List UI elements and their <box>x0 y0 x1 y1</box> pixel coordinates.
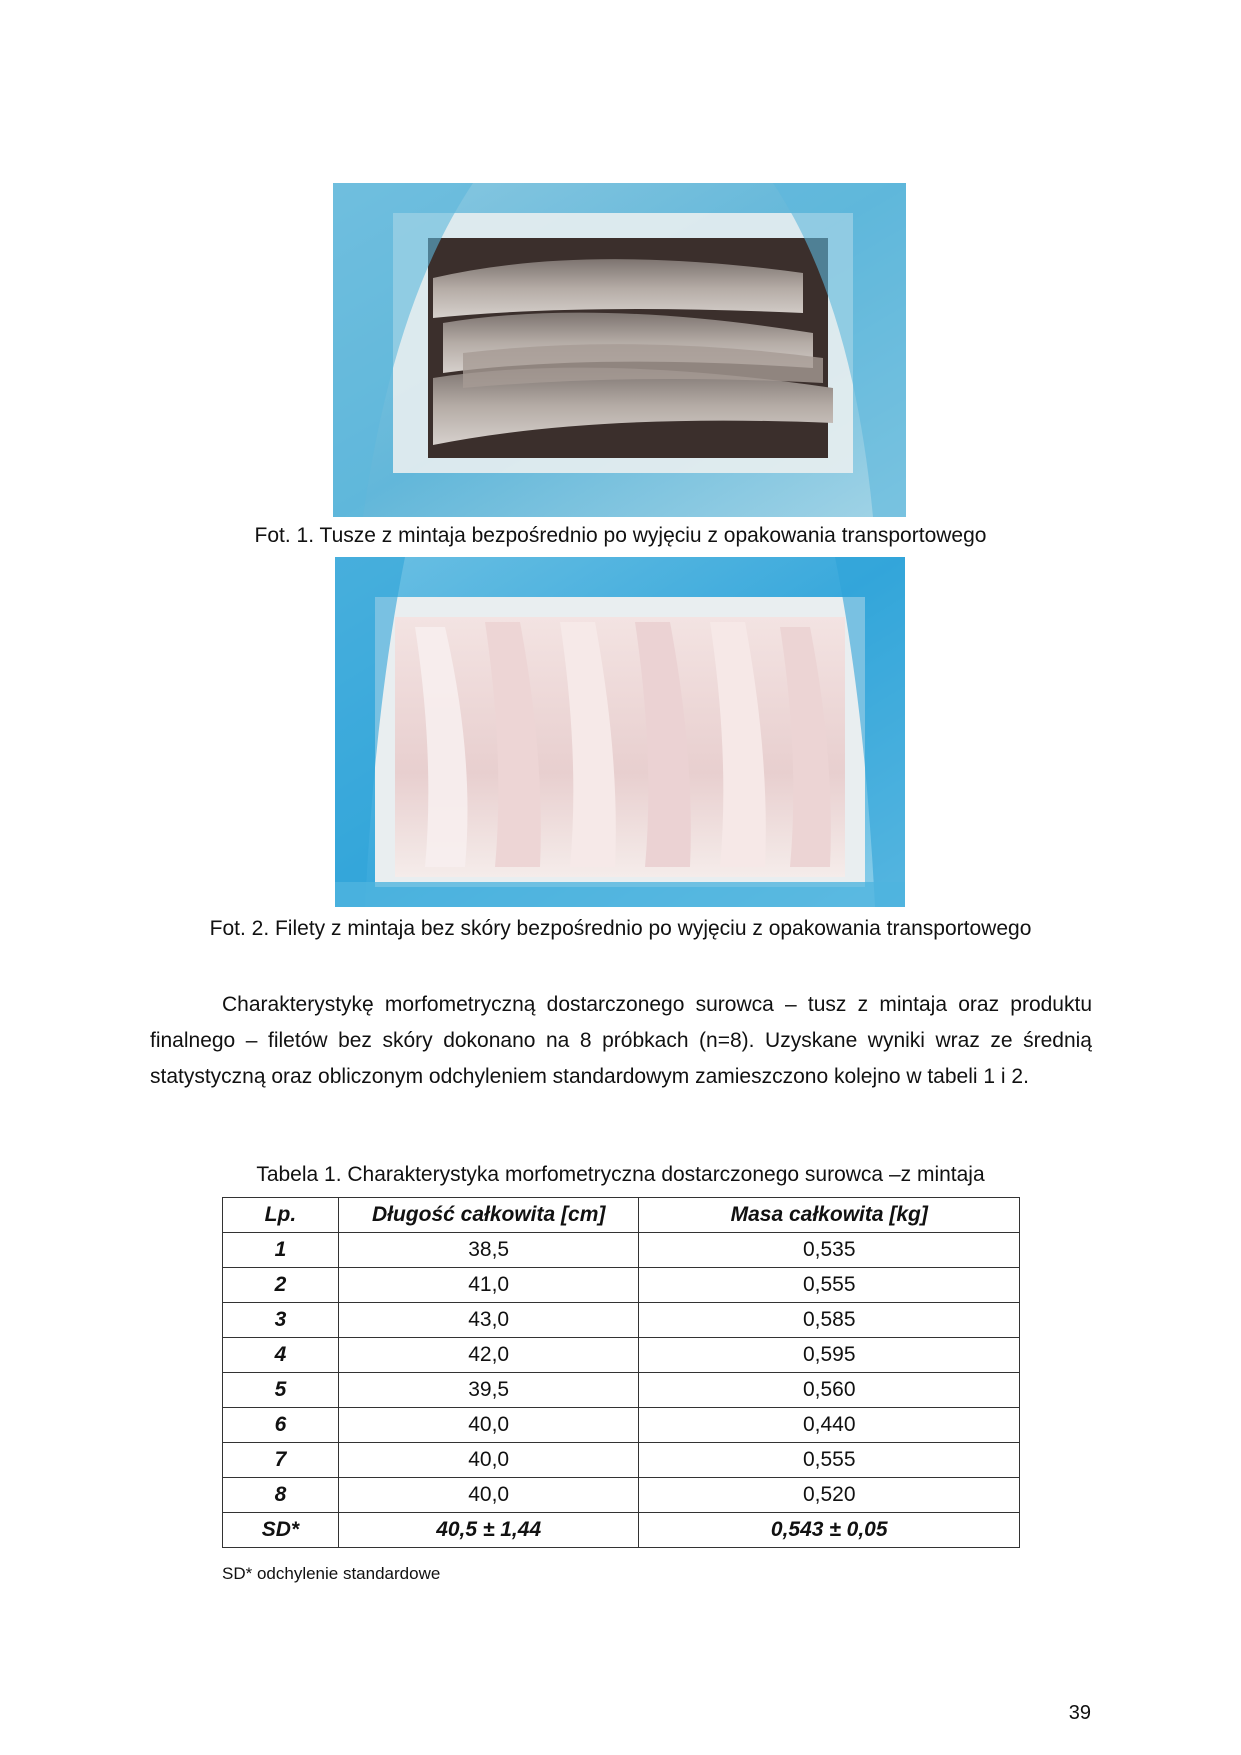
table-summary-row <box>223 1513 1020 1548</box>
cell-mass: 0,585 <box>639 1303 1020 1338</box>
cell-sd-length: 40,5 ± 1,44 <box>338 1513 639 1548</box>
photo-pollock-fillets <box>335 557 905 907</box>
table-row <box>223 1268 1020 1303</box>
cell-sd-label: SD* <box>223 1513 339 1548</box>
cell-mass: 0,595 <box>639 1338 1020 1373</box>
header-lp: Lp. <box>223 1198 339 1233</box>
cell-lp: 4 <box>223 1338 339 1373</box>
cell-length: 42,0 <box>338 1338 639 1373</box>
table-header-row <box>223 1198 1020 1233</box>
cell-length: 41,0 <box>338 1268 639 1303</box>
cell-mass: 0,535 <box>639 1233 1020 1268</box>
table-row <box>223 1373 1020 1408</box>
cell-lp: 2 <box>223 1268 339 1303</box>
cell-mass: 0,520 <box>639 1478 1020 1513</box>
cell-sd-mass: 0,543 ± 0,05 <box>639 1513 1020 1548</box>
cell-mass: 0,555 <box>639 1268 1020 1303</box>
table-row <box>223 1408 1020 1443</box>
cell-length: 43,0 <box>338 1303 639 1338</box>
cell-length: 40,0 <box>338 1478 639 1513</box>
cell-length: 40,0 <box>338 1408 639 1443</box>
header-length: Długość całkowita [cm] <box>338 1198 639 1233</box>
table-row <box>223 1303 1020 1338</box>
table-row <box>223 1443 1020 1478</box>
table-footnote: SD* odchylenie standardowe <box>222 1564 441 1583</box>
cell-length: 38,5 <box>338 1233 639 1268</box>
table-row <box>223 1478 1020 1513</box>
figure-2-caption: Fot. 2. Filety z mintaja bez skóry bezpośrednio po wyjęciu z opakowania transportowego <box>209 917 1032 940</box>
body-paragraph <box>150 987 1092 1095</box>
cell-mass: 0,560 <box>639 1373 1020 1408</box>
morphometric-table <box>222 1197 1020 1548</box>
cell-lp: 7 <box>223 1443 339 1478</box>
figure-1-caption: Fot. 1. Tusze z mintaja bezpośrednio po wyjęciu z opakowania transportowego <box>254 524 987 547</box>
cell-length: 39,5 <box>338 1373 639 1408</box>
cell-mass: 0,440 <box>639 1408 1020 1443</box>
cell-length: 40,0 <box>338 1443 639 1478</box>
cell-lp: 6 <box>223 1408 339 1443</box>
header-mass: Masa całkowita [kg] <box>639 1198 1020 1233</box>
cell-lp: 3 <box>223 1303 339 1338</box>
photo-pollock-carcasses <box>333 183 906 517</box>
table-row <box>223 1338 1020 1373</box>
paragraph-text: Charakterystykę morfometryczną dostarczonego surowca – tusz z mintaja oraz produktu finalnego – filetów bez skóry dokonano na 8 próbkach (n=8). Uzyskane wyniki wraz ze średnią statystyczną oraz obliczonym odchyleniem standardowym zamieszczono kolejno w tabeli 1 i 2. <box>150 993 1092 1088</box>
table-row <box>223 1233 1020 1268</box>
cell-lp: 1 <box>223 1233 339 1268</box>
cell-mass: 0,555 <box>639 1443 1020 1478</box>
cell-lp: 5 <box>223 1373 339 1408</box>
table-title: Tabela 1. Charakterystyka morfometryczna dostarczonego surowca –z mintaja <box>256 1163 985 1186</box>
page-number: 39 <box>1068 1702 1091 1724</box>
cell-lp: 8 <box>223 1478 339 1513</box>
